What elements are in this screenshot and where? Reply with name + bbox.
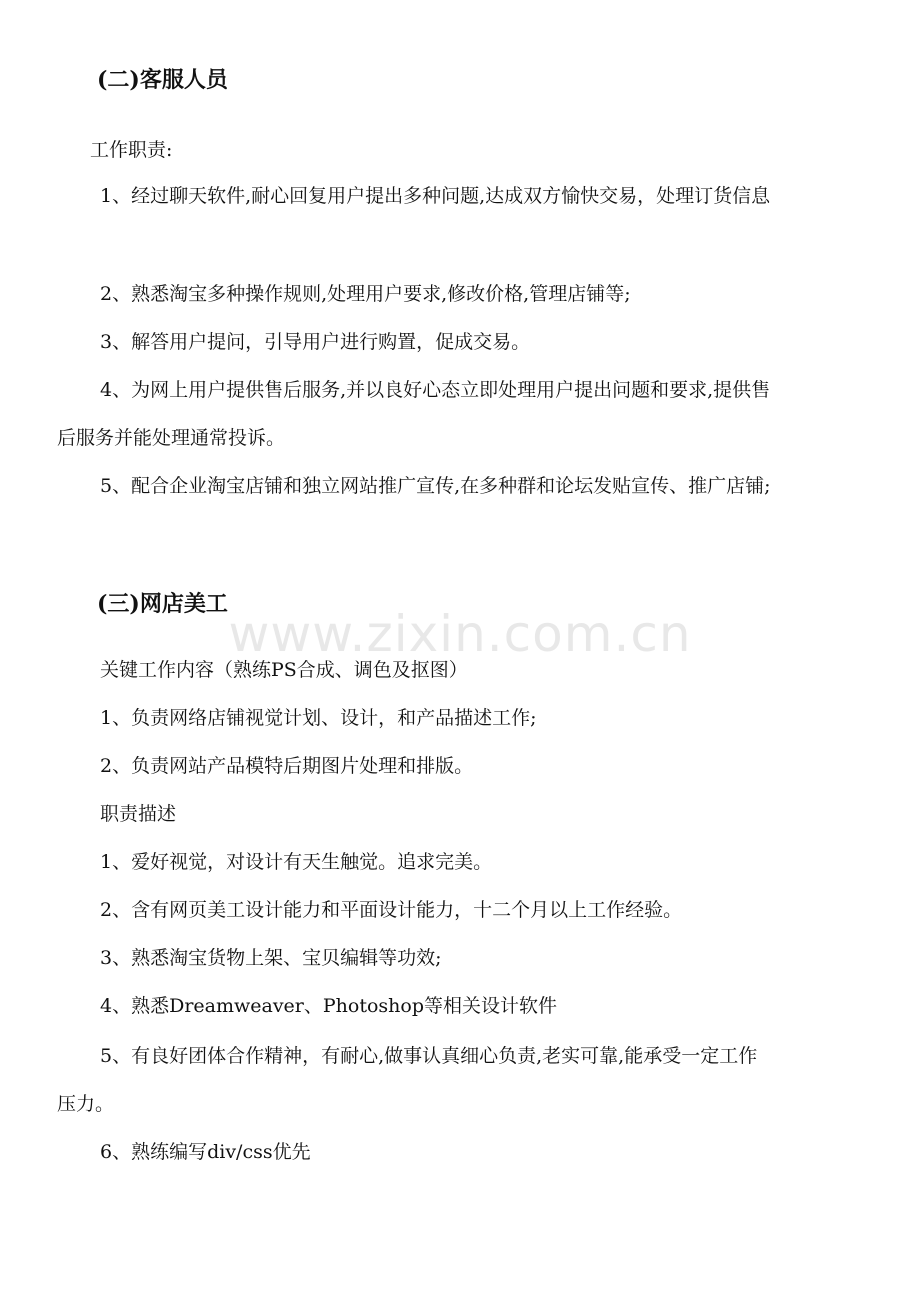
desc-label: 职责描述 xyxy=(100,803,177,825)
duty-item-4-cont: 后服务并能处理通常投诉。 xyxy=(57,427,286,449)
key-item-1: 1、负责网络店铺视觉计划、设计，和产品描述工作; xyxy=(100,707,537,729)
duty-item-3: 3、解答用户提问，引导用户进行购置，促成交易。 xyxy=(100,331,531,353)
desc-item-5-cont: 压力。 xyxy=(57,1093,115,1115)
duty-item-2: 2、熟悉淘宝多种操作规则,处理用户要求,修改价格,管理店铺等; xyxy=(100,283,631,305)
desc-item-1: 1、爱好视觉，对设计有天生触觉。追求完美。 xyxy=(100,851,493,873)
desc-item-3: 3、熟悉淘宝货物上架、宝贝编辑等功效; xyxy=(100,947,442,969)
desc-item-2: 2、含有网页美工设计能力和平面设计能力，十二个月以上工作经验。 xyxy=(100,899,683,921)
duty-item-5: 5、配合企业淘宝店铺和独立网站推广宣传,在多种群和论坛发贴宣传、推广店铺; xyxy=(100,475,771,497)
desc-item-5: 5、有良好团体合作精神，有耐心,做事认真细心负责,老实可靠,能承受一定工作 xyxy=(100,1045,758,1067)
desc-item-4: 4、熟悉Dreamweaver、Photoshop等相关设计软件 xyxy=(100,995,558,1017)
key-work-label: 关键工作内容（熟练PS合成、调色及抠图） xyxy=(100,659,468,681)
duty-item-4: 4、为网上用户提供售后服务,并以良好心态立即处理用户提出问题和要求,提供售 xyxy=(100,379,771,401)
section-heading-web-art: (三)网店美工 xyxy=(97,591,228,617)
section-heading-customer-service: (二)客服人员 xyxy=(97,67,228,93)
key-item-2: 2、负责网站产品模特后期图片处理和排版。 xyxy=(100,755,474,777)
duties-label: 工作职责: xyxy=(90,139,173,161)
desc-item-6: 6、熟练编写div/css优先 xyxy=(100,1141,311,1163)
watermark: www.zixin.com.cn xyxy=(228,605,692,663)
duty-item-1: 1、经过聊天软件,耐心回复用户提出多种问题,达成双方愉快交易，处理订货信息 xyxy=(100,185,771,207)
